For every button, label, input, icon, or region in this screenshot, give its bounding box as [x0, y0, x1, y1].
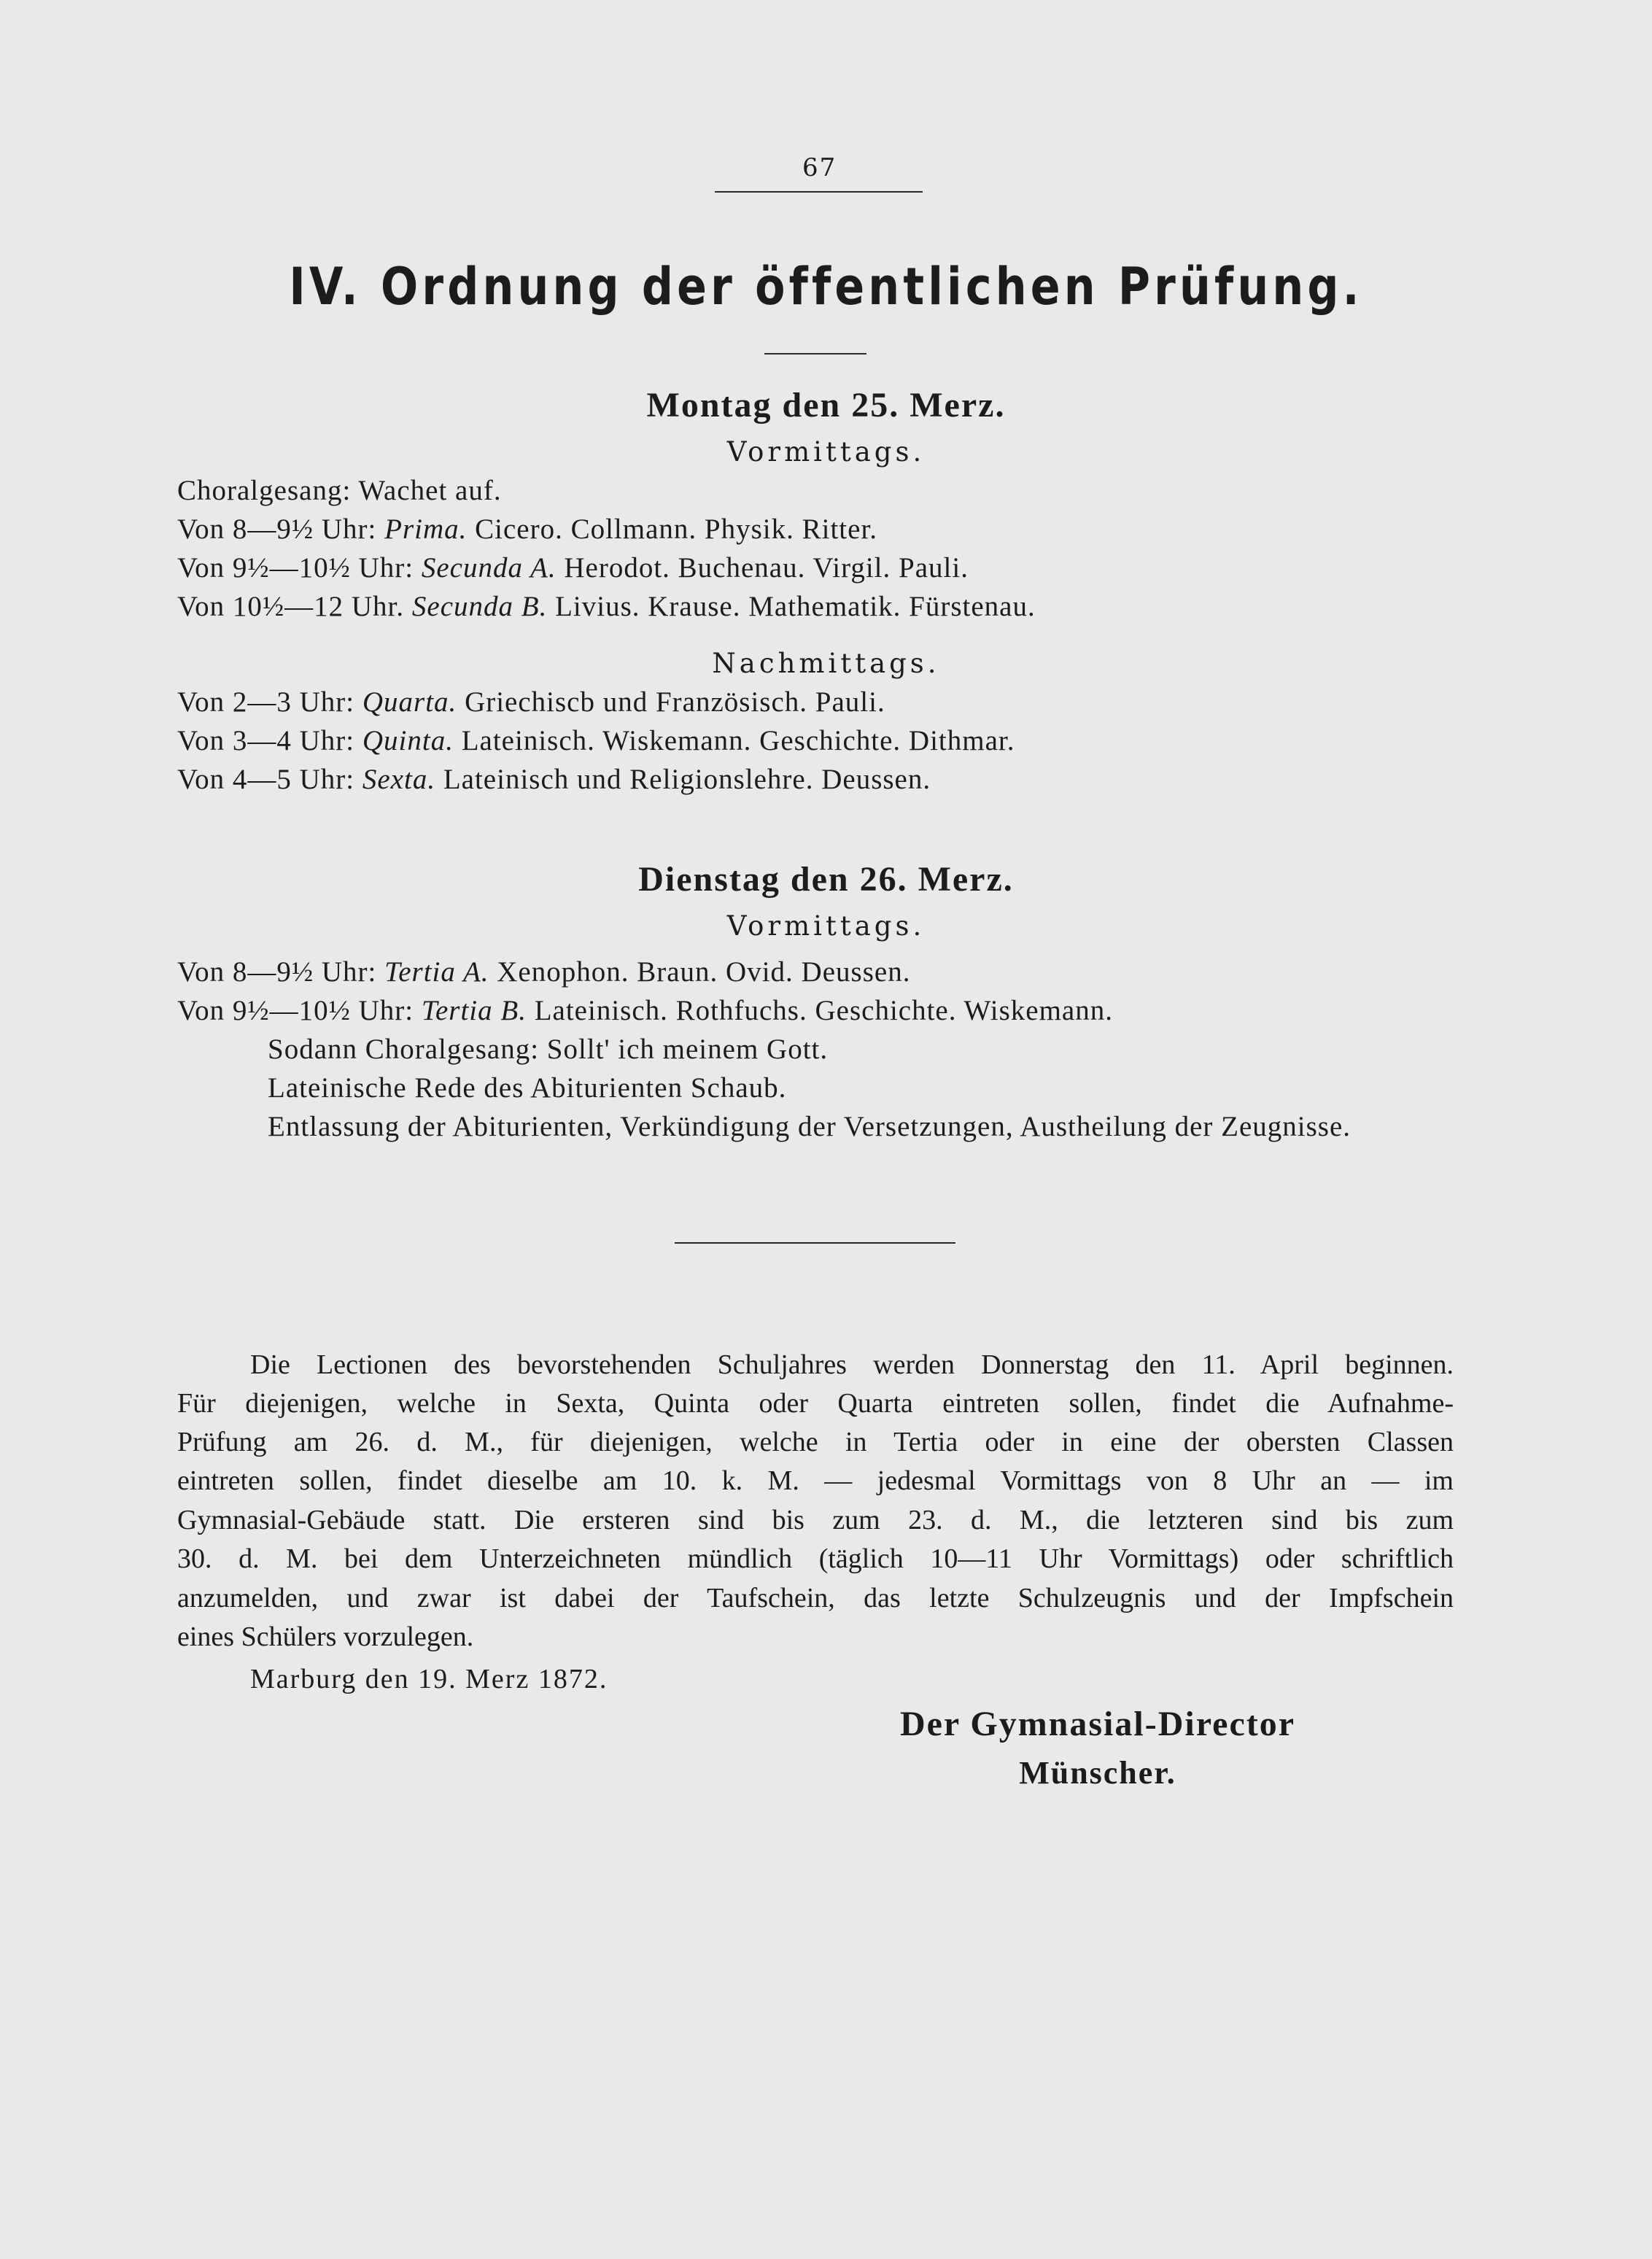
schedule-line — [177, 994, 1113, 1027]
schedule-line — [177, 956, 910, 988]
schedule-rest: Herodot. Buchenau. Virgil. Pauli. — [564, 552, 969, 584]
schedule-line — [177, 763, 931, 796]
closing-line: Sodann Choralgesang: Sollt' ich meinem Gott. — [268, 1034, 829, 1065]
signature-title: Der Gymnasial-Director — [899, 1705, 1296, 1743]
title-rule — [764, 353, 866, 354]
closing-line: Entlassung der Abiturienten, Verkündigung der Versetzungen, Austheilung der Zeugnisse. — [268, 1111, 1352, 1142]
schedule-time: Von 2—3 Uhr: — [177, 686, 355, 718]
schedule-class: Sexta. — [362, 764, 436, 795]
schedule-rest: Griechiscb und Französisch. Pauli. — [465, 686, 885, 718]
schedule-time: Choralgesang: — [177, 475, 352, 506]
schedule-line — [177, 590, 1036, 623]
schedule-class: Secunda B. — [411, 591, 548, 622]
schedule-line — [177, 474, 502, 507]
schedule-time: Von 9½—10½ Uhr: — [177, 995, 414, 1026]
schedule-class: Quinta. — [362, 725, 454, 756]
day1-afternoon-label: Nachmittags. — [712, 648, 940, 679]
notice-line: eines Schülers vorzulegen. — [177, 1621, 474, 1652]
page-number: 67 — [802, 153, 837, 182]
notice-line: Die Lectionen des bevorstehenden Schuljahres werden Donnerstag den 11. April beginnen. — [250, 1349, 1454, 1380]
day2-heading: Dienstag den 26. Merz. — [638, 860, 1014, 899]
schedule-rest: Xenophon. Braun. Ovid. Deussen. — [497, 956, 911, 988]
schedule-rest: Lateinisch. Rothfuchs. Geschichte. Wiskemann. — [534, 995, 1113, 1026]
schedule-rest: Cicero. Collmann. Physik. Ritter. — [475, 514, 878, 545]
schedule-line — [177, 513, 877, 546]
schedule-class: Secunda A. — [421, 552, 557, 584]
schedule-time: Von 9½—10½ Uhr: — [177, 552, 414, 584]
notice-line: Prüfung am 26. d. M., für diejenigen, welche in Tertia oder in eine der obersten Classen — [177, 1427, 1454, 1457]
day2-morning-label: Vormittags. — [726, 910, 926, 942]
schedule-class: Prima. — [384, 514, 468, 545]
notice-line: Gymnasial-Gebäude statt. Die ersteren sind bis zum 23. d. M., die letzteren sind bis zum — [177, 1505, 1454, 1535]
day1-morning-label: Vormittags. — [726, 436, 926, 468]
schedule-rest: Lateinisch. Wiskemann. Geschichte. Dithmar. — [461, 725, 1015, 756]
schedule-class: Tertia B. — [421, 995, 527, 1026]
schedule-class: Quarta. — [362, 686, 457, 718]
day1-heading: Montag den 25. Merz. — [646, 386, 1006, 425]
header-rule — [715, 191, 923, 193]
schedule-time: Von 8—9½ Uhr: — [177, 956, 377, 988]
schedule-line — [177, 724, 1015, 757]
notice-line: eintreten sollen, findet dieselbe am 10. k. M. — jedesmal Vormittags von 8 Uhr an — im — [177, 1465, 1454, 1496]
schedule-line — [177, 551, 969, 584]
section-title: IV. Ordnung der öffentlichen Prüfung. — [289, 257, 1363, 317]
notice-line: anzumelden, und zwar ist dabei der Taufschein, das letzte Schulzeugnis und der Impfschein — [177, 1583, 1454, 1613]
schedule-rest: Livius. Krause. Mathematik. Fürstenau. — [555, 591, 1036, 622]
schedule-time: Von 10½—12 Uhr. — [177, 591, 405, 622]
notice-line: 30. d. M. bei dem Unterzeichneten mündlich (täglich 10—11 Uhr Vormittags) oder schriftlich — [177, 1543, 1454, 1574]
notice-line: Für diejenigen, welche in Sexta, Quinta oder Quarta eintreten sollen, findet die Aufnahme- — [177, 1388, 1454, 1419]
dateline: Marburg den 19. Merz 1872. — [250, 1664, 608, 1694]
section-divider — [675, 1242, 955, 1244]
schedule-rest: Wachet auf. — [358, 475, 502, 506]
schedule-class: Tertia A. — [384, 956, 489, 988]
schedule-line — [177, 686, 885, 718]
schedule-time: Von 8—9½ Uhr: — [177, 514, 377, 545]
schedule-time: Von 4—5 Uhr: — [177, 764, 355, 795]
schedule-time: Von 3—4 Uhr: — [177, 725, 355, 756]
signature-name: Münscher. — [1019, 1755, 1176, 1791]
closing-line: Lateinische Rede des Abiturienten Schaub. — [268, 1072, 787, 1104]
schedule-rest: Lateinisch und Religionslehre. Deussen. — [443, 764, 931, 795]
